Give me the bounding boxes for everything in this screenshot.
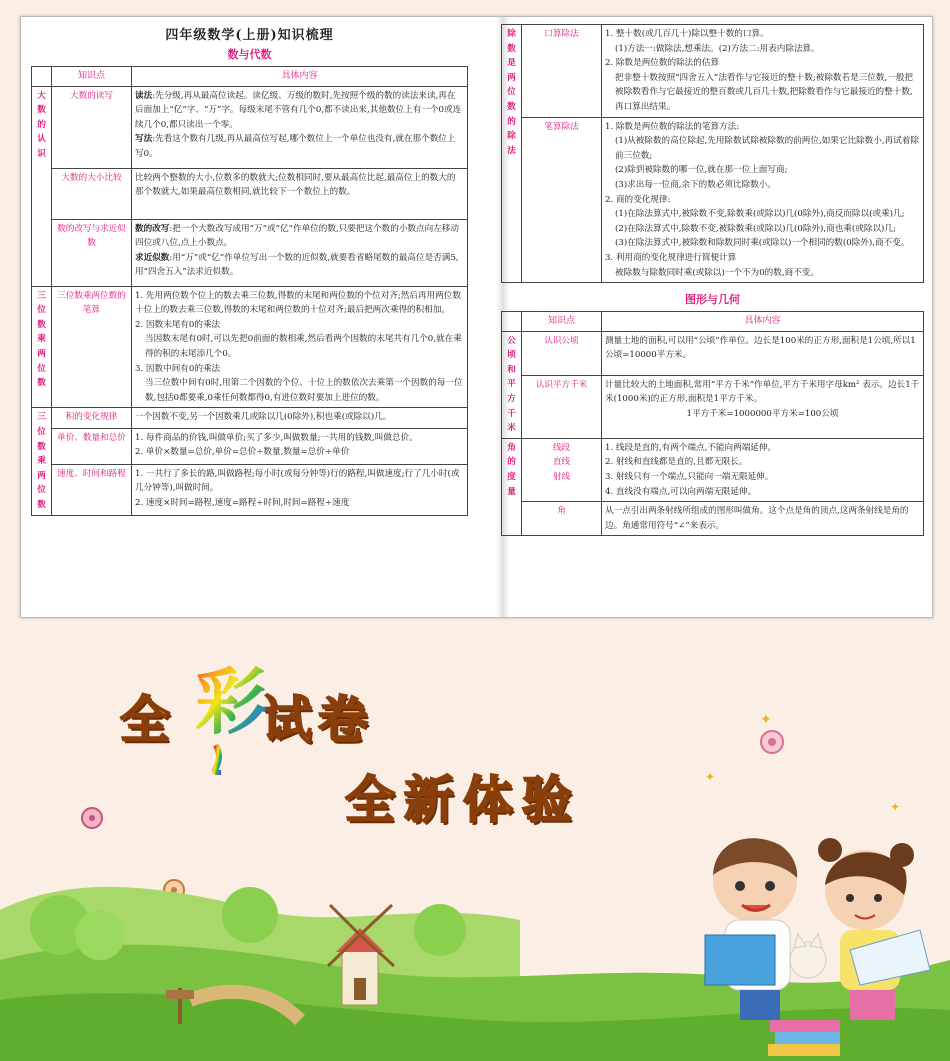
header-content: 具体内容 [602,312,924,332]
table-row [32,219,468,286]
topic-content: 1. 一共行了多长的路,叫做路程;每小时(或每分钟等)行的路程,叫做速度;行了几小时(或几分钟等),叫做时间。 2. 速度×时间=路程,速度=路程÷时间,时间=路程÷速度 [132,464,468,515]
rainbow-cai-logo [186,655,276,775]
topic-content: 1. 线段是直的,有两个端点,不能向两端延伸。 2. 射线和直线都是直的,且都无限长。 3. 射线只有一个端点,只能向一端无限延伸。 4. 直线没有端点,可以向两端无限延伸。 [602,438,924,501]
flower-icon [80,806,104,830]
topic-content: 一个因数不变,另一个因数乘几或除以几(0除外),积也乘(或除以)几。 [132,408,468,428]
topic-content: 1. 整十数(或几百几十)除以整十数的口算。 (1)方法一:做除法,想乘法。(2)方法二:用表内除法算。 2. 除数是两位数的除法的估算 把非整十数按照“四舍五入”法看作与它接近的整十数;被除数若是三位数,一般把被除数看作与它最接近的整百数或几百几十数,把除数看作与它最接近的整十数,再口算出结果。 [602,25,924,118]
section-title-geometry: 图形与几何 [685,293,740,307]
topic-name: 线段 直线 射线 [522,438,602,501]
section-title-numbers: 数与代数 [227,48,272,61]
topic-content: 比较两个整数的大小,位数多的数就大;位数相同时,要从最高位比起,最高位上的数大的那个数就大,如果最高位数相同,就比较下一个数位上的数。 [132,168,468,219]
star-icon: ✦ [890,800,901,814]
kids-reading-illustration [680,820,940,1061]
category-angle-measure: 角的度量 [502,438,522,536]
table-row [502,25,924,118]
table-row [502,331,924,375]
topic-name: 积的变化规律 [52,408,132,428]
topic-name: 大数的读写 [52,86,132,168]
flower-icon [758,728,786,756]
division-table [501,24,924,283]
table-row [32,464,468,515]
topic-name: 大数的大小比较 [52,168,132,219]
star-icon: ✦ [705,770,716,784]
table-header-row [32,67,468,87]
category-division: 除数是两位数的除法 [502,25,522,283]
table-row [32,168,468,219]
topic-name: 角 [522,502,602,536]
topic-content: 读法:先分级,再从最高位读起。读亿级、万级的数时,先按照个级的数的读法来读,再在后面加上“亿”字、“万”字。每级末尾不管有几个0,都不读出来,其他数位上有一个0或连续几个0,都只读出一个零。 写法:先看这个数有几级,再从最高位写起,哪个数位上一个单位也没有,就在那个数位上写0。 [132,86,468,168]
table-row [502,502,924,536]
category-big-numbers: 大数的认识 [32,86,52,286]
topic-content: 数的改写:把一个大数改写成用“万”或“亿”作单位的数,只要把这个数的小数点向左移动四位或八位,点上小数点。 求近似数:用“万”或“亿”作单位写出一个数的近似数,就要看省略尾数的最高位是否满5,用“四舍五入”法求近似数。 [132,219,468,286]
topic-name: 认识公顷 [522,331,602,375]
topic-name: 数的改写与求近似数 [52,219,132,286]
category-multiplication-2: 三位数乘两位数 [32,408,52,515]
table-row [502,117,924,283]
table-row [502,375,924,438]
table-row [32,408,468,428]
topic-name: 口算除法 [522,25,602,118]
topic-content: 计量比较大的土地面积,常用“平方千米”作单位,平方千米用字母km² 表示。边长1千米(1000米)的正方形,面积是1平方千米。 1平方千米=1000000平方米=100公顷 [602,375,924,438]
topic-name: 三位数乘两位数的笔算 [52,286,132,408]
category-area-units: 公顷和平方千米 [502,331,522,438]
topic-name: 笔算除法 [522,117,602,283]
topic-content: 1. 先用两位数个位上的数去乘三位数,得数的末尾和两位数的个位对齐;然后再用两位数十位上的数去乘三位数,得数的末尾和两位数的十位对齐;最后把两次乘得的积相加。 2. 因数末尾有0的乘法 当因数末尾有0时,可以先把0前面的数相乘,然后看两个因数的末尾共有几个0,就在乘得的积的末尾添几个0。 3. 因数中间有0的乘法 当三位数中间有0时,用第二个因数的个位、十位上的数依次去乘第一个因数的每一位数,包括0都要乘,0乘任何数都得0,有进位数时要加上进位的数。 [132,286,468,408]
topic-content: 从一点引出两条射线所组成的图形叫做角。这个点是角的顶点,这两条射线是角的边。角通常用符号“∠”来表示。 [602,502,924,536]
banner-line-2: 全新体验 [345,771,581,829]
header-topic: 知识点 [52,67,132,87]
table-header-row [502,312,924,332]
table-row [502,438,924,501]
header-topic: 知识点 [522,312,602,332]
banner-line-1: 全 试卷 [120,691,374,749]
svg-text:彩: 彩 [194,660,268,744]
doc-title: 四年级数学(上册)知识梳理 [165,28,334,43]
topic-content: 1. 每件商品的价钱,叫做单价;买了多少,叫做数量;一共用的钱数,叫做总价。 2. 单价×数量=总价,单价=总价÷数量,数量=总价÷单价 [132,428,468,464]
star-icon: ✦ [760,712,772,728]
topic-name: 速度、时间和路程 [52,464,132,515]
table-row [32,86,468,168]
table-row [32,286,468,408]
geometry-table [501,311,924,536]
topic-content: 1. 除数是两位数的除法的笔算方法: (1)从被除数的高位除起,先用除数试除被除数的前两位,如果它比除数小,再试着除前三位数; (2)除到被除数的哪一位,就在那一位上面写商; (3)求出每一位商,余下的数必须比除数小。 2. 商的变化规律: (1)在除法算式中,被除数不变,除数乘(或除以)几(0除外),商反而除以(或乘)几; (2)在除法算式中,除数不变,被除数乘(或除以)几(0除外),商也乘(或除以)几; (3)在除法算式中,被除数和除数同时乘(或除以)一个相同的数(0除外),商不变。 3. 利用商的变化规律进行简便计算 被除数与除数同时乘(或除以)一个不为0的数,商不变。 [602,117,924,283]
knowledge-sheet [20,16,933,618]
table-row [32,428,468,464]
header-content: 具体内容 [132,67,468,87]
topic-content: 测量土地的面积,可以用“公顷”作单位。边长是100米的正方形,面积是1公顷,所以1公顷=10000平方米。 [602,331,924,375]
left-page [31,17,468,516]
topic-name: 单价、数量和总价 [52,428,132,464]
category-multiplication: 三位数乘两位数 [32,286,52,408]
topic-name: 认识平方千米 [522,375,602,438]
right-page [501,17,924,536]
numbers-table [31,66,468,516]
